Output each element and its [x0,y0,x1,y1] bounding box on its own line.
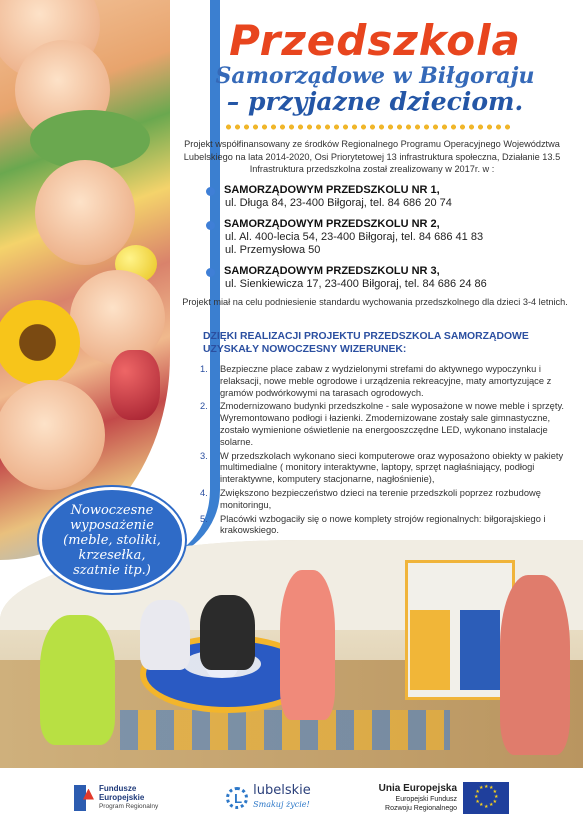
achievements-list [200,364,575,539]
fe-line2: Europejskie [98,793,145,802]
eu-star-icon: ★ [489,802,494,809]
eu-text [379,783,457,813]
eu-star-icon: ★ [492,798,498,805]
item-number: 3. [200,450,208,461]
item-number: 5. [200,513,208,524]
list-item [200,451,575,486]
achievements-heading: DZIĘKI REALIZACJI PROJEKTU PRZEDSZKOLA SAMORZĄDOWE UZYSKAŁY NOWOCZESNY WIZERUNEK: [203,331,529,355]
bullet-icon [206,221,215,230]
photo-child [200,595,255,670]
photo-child [140,600,190,670]
list-item [200,401,575,448]
school-item [206,265,576,291]
lubelskie-emblem-icon [226,787,248,809]
sunflower-decoration [0,300,80,385]
item-text: W przedszkolach wykonano sieci komputerowe oraz wyposażono obiekty w pakiety multimedialne ( monitory interaktywne, laptopy, sprzęt nagłaśniający, podłogi interaktywne, komputery stacjonarne, nagłośnienie), [220,450,564,485]
lubelskie-text [253,784,311,812]
item-text: Zmodernizowano budynki przedszkolne - sale wyposażone w nowe meble i sprzęty. Wyremontowano podłogi i łazienki. Zmodernizowane zostały sale gimnastyczne, zostało wymienione oświetlenie na energooszczędne LED, wykonano instalacje solarne. [220,401,564,447]
fe-text [99,784,158,811]
footer-logos [0,768,583,827]
eu-star-icon: ★ [475,788,480,795]
schools-list [206,184,576,299]
dotted-divider [224,124,514,130]
page-subtitle: Samorządowe w Biłgoraju [215,63,535,89]
lubelskie-name: lubelskie [253,782,311,798]
fe-line1: Fundusze [98,784,137,793]
lubelskie-slogan: Smakuj życie! [253,799,310,809]
bullet-icon [206,268,215,277]
fe-emblem-icon [74,785,94,811]
eu-star-icon: ★ [489,784,494,791]
photo-child [40,615,115,745]
page-subtitle-2: – przyjazne dzieciom. [226,87,524,116]
eu-line2: Europejski Fundusz [395,795,458,803]
fe-line3: Program Regionalny [98,803,159,810]
school-address: ul. Al. 400-lecia 54, 23-400 Biłgoraj, tel. 84 686 41 83 [225,231,484,243]
eu-star-icon: ★ [474,793,479,800]
eu-star-icon: ★ [492,788,498,795]
eu-flag-icon [463,782,509,814]
item-number: 4. [200,487,208,498]
eu-star-icon: ★ [484,803,489,810]
eu-star-icon: ★ [475,798,480,805]
item-text: Bezpieczne place zabaw z wydzielonymi strefami do aktywnego wypoczynku i relaksacji, nowe meble ogrodowe i urządzenia rekreacyjne, maty amortyzujące z gramów podwórkowymi na tarasach ogrodowych. [220,364,552,398]
child-face [0,380,105,490]
equipment-badge [39,487,185,593]
children-photo-left [0,0,170,560]
school-name: SAMORZĄDOWYM PRZEDSZKOLU NR 3, [224,265,440,277]
item-number: 1. [200,364,208,374]
school-item [206,218,576,257]
eu-star-icon: ★ [479,802,484,809]
bullet-icon [206,187,215,196]
eu-star-icon: ★ [484,783,489,790]
school-name: SAMORZĄDOWYM PRZEDSZKOLU NR 1, [224,184,440,196]
photo-cabinet-door [410,610,450,690]
school-address: ul. Przemysłowa 50 [225,244,321,256]
school-name: SAMORZĄDOWYM PRZEDSZKOLU NR 2, [224,218,440,230]
item-number: 2. [200,401,208,412]
project-goal-text: Projekt miał na celu podniesienie standardu wychowania przedszkolnego dla dzieci 3-4 letnich. [182,297,568,307]
lubelskie-logo [226,784,311,812]
photo-cabinet-door [460,610,500,690]
list-item [200,488,575,512]
eu-name: Unia Europejska [378,782,458,794]
list-item [200,364,575,399]
school-item [206,184,576,210]
photo-child [500,575,570,755]
list-item [200,514,575,538]
item-text: Placówki wzbogaciły się o nowe komplety strojów regionalnych: biłgorajskiego i krakowskiego. [220,513,546,536]
eu-line3: Rozwoju Regionalnego [385,804,458,812]
badge-text: Nowoczesne wyposażenie (meble, stoliki, krzesełka, szatnie itp.) [63,502,161,578]
school-address: ul. Długa 84, 23-400 Biłgoraj, tel. 84 686 20 74 [225,197,452,209]
child-face [35,160,135,265]
title-block [175,18,575,116]
school-address: ul. Sienkiewicza 17, 23-400 Biłgoraj, tel. 84 686 24 86 [225,278,487,290]
intro-text: Projekt współfinansowany ze środków Regionalnego Programu Operacyjnego Województwa Lubelskiego na lata 2014-2020, Osi Priorytetowej 13 infrastruktura społeczna, Działanie 13.5 Infrastruktura przedszkolna został zrealizowany w 2017r. w : [183,139,561,174]
eu-star-icon: ★ [479,784,484,791]
fundusze-europejskie-logo [74,784,158,811]
eu-logo [379,782,509,814]
item-text: Zwiększono bezpieczeństwo dzieci na terenie przedszkoli poprzez rozbudowę monitoringu, [220,487,541,510]
photo-child [280,570,335,720]
page-title: Przedszkola [229,16,521,65]
eu-star-icon: ★ [494,793,499,800]
